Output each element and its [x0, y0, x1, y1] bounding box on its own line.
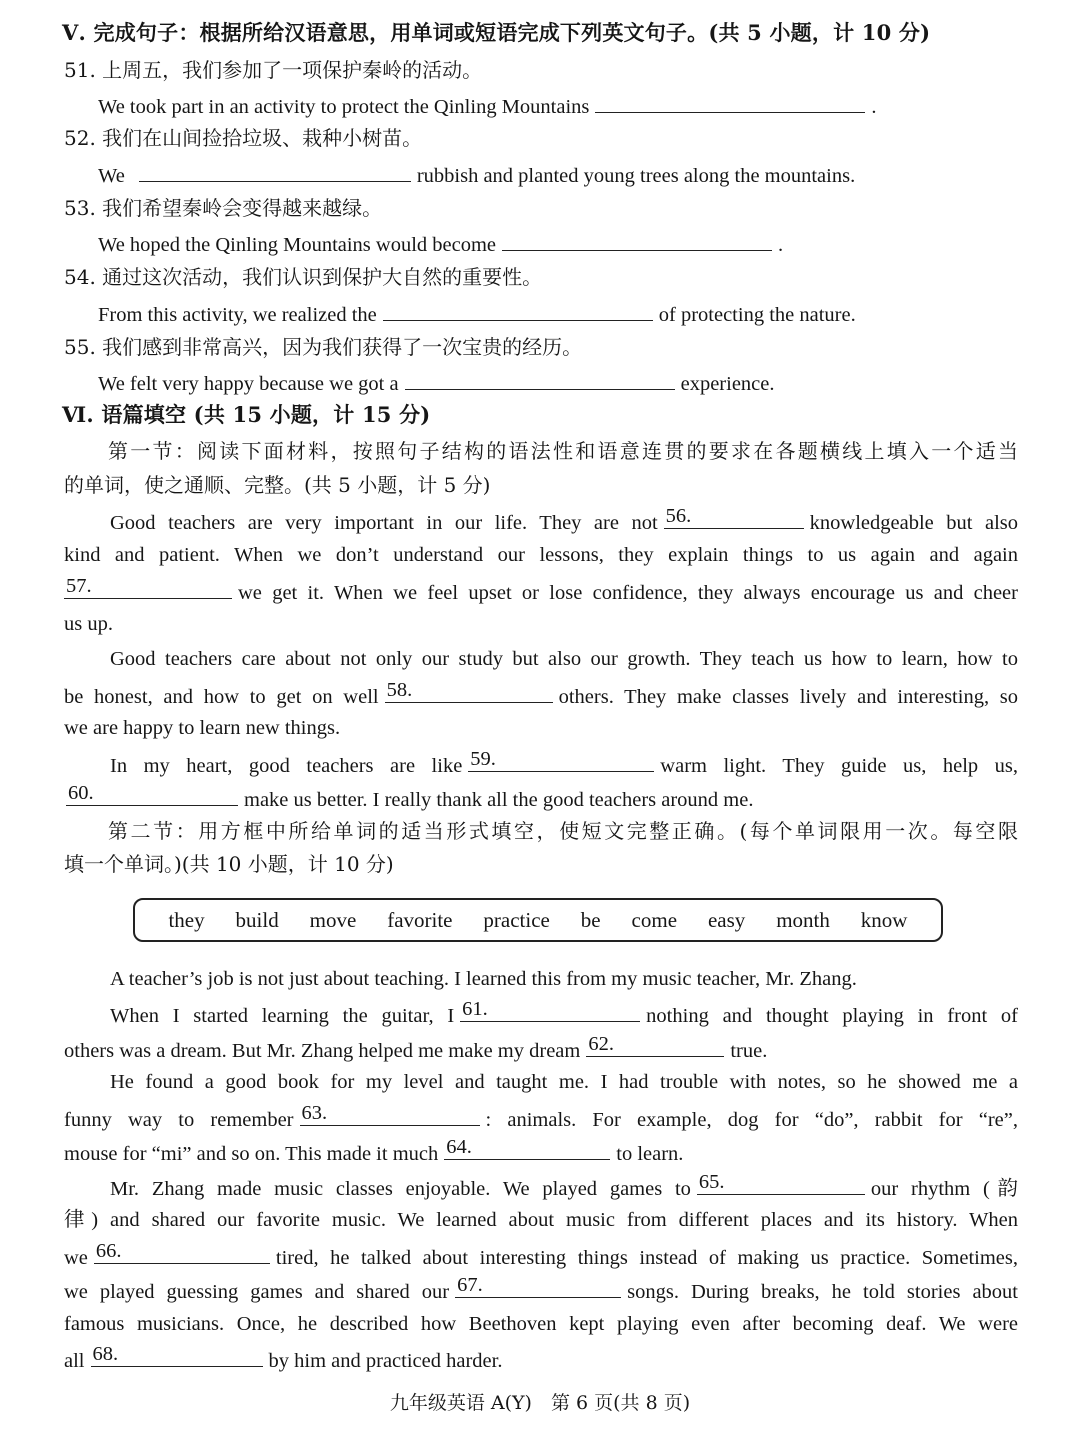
passage4-line2	[110, 999, 1018, 1030]
text: In my heart, good teachers are like	[110, 755, 463, 777]
question-52-cn: 52. 我们在山间捡拾垃圾、栽种小树苗。	[64, 126, 423, 150]
blank-number-68: 68.	[92, 1343, 119, 1365]
text: we	[64, 1247, 88, 1269]
text: all	[64, 1350, 85, 1372]
question-54-cn: 54. 通过这次活动，我们认识到保护大自然的重要性。	[64, 265, 543, 289]
word-bank-item: move	[309, 907, 357, 932]
text: be honest, and how to get on well	[64, 686, 379, 708]
part-1-instruction-line2: 的单词，使之通顺、完整。(共 5 小题，计 5 分)	[64, 473, 491, 497]
answer-blank-68[interactable]	[91, 1344, 263, 1367]
question-53-en	[98, 228, 1018, 259]
q54-end: of protecting the nature.	[658, 304, 856, 326]
answer-blank-54[interactable]	[383, 298, 653, 321]
blank-number-56: 56.	[665, 505, 692, 527]
question-55-en	[98, 367, 1018, 398]
passage1-line2: kind and patient. When we don’t understand our lessons, they explain things to us again and again	[64, 544, 1018, 566]
text: by him and practiced harder.	[268, 1350, 503, 1372]
question-54-en	[98, 298, 1018, 329]
answer-blank-64[interactable]	[444, 1137, 610, 1160]
passage4-line8: 律) and shared our favorite music. We learned about music from different places and its history. When	[64, 1209, 1018, 1231]
answer-blank-67[interactable]	[455, 1275, 621, 1298]
word-bank-item: be	[580, 907, 601, 932]
passage4-line11: famous musicians. Once, he described how Beethoven kept playing even after becoming deaf. We were	[64, 1313, 1018, 1335]
text: funny way to remember	[64, 1109, 294, 1131]
text: tired, he talked about interesting things instead of making us practice. Sometimes,	[275, 1247, 1018, 1269]
text: we played guessing games and shared our	[64, 1281, 450, 1303]
answer-blank-60[interactable]	[66, 783, 238, 806]
passage3-line1	[110, 749, 1018, 780]
text: true.	[730, 1040, 768, 1062]
q53-text: We hoped the Qinling Mountains would become	[98, 234, 497, 256]
blank-number-60: 60.	[68, 782, 94, 804]
part-2-instruction-line1: 第二节：用方框中所给单词的适当形式填空，使短文完整正确。(每个单词限用一次。每空限	[108, 819, 1018, 843]
answer-blank-66[interactable]	[94, 1241, 270, 1264]
answer-blank-57[interactable]	[64, 576, 232, 599]
answer-blank-51[interactable]	[595, 90, 865, 113]
word-bank-item: come	[631, 907, 678, 932]
word-bank-box	[133, 898, 943, 942]
passage4-line6	[64, 1137, 1018, 1168]
answer-blank-65[interactable]	[697, 1172, 865, 1195]
blank-number-61: 61.	[462, 998, 488, 1020]
passage1-line1	[110, 506, 1018, 537]
answer-blank-53[interactable]	[502, 228, 772, 251]
q54-text: From this activity, we realized the	[98, 304, 377, 326]
question-52-en	[98, 159, 1018, 190]
blank-number-58: 58.	[386, 679, 413, 701]
q53-end: .	[778, 234, 784, 256]
passage2-line2	[64, 680, 1018, 711]
blank-number-59: 59.	[470, 748, 496, 770]
text: others. They make classes lively and interesting, so	[558, 686, 1018, 708]
passage4-line3	[64, 1034, 1018, 1065]
word-bank-item: favorite	[387, 907, 453, 932]
q52-end: rubbish and planted young trees along the mountains.	[416, 165, 856, 187]
section-6-title: Ⅵ. 语篇填空 (共 15 小题，计 15 分)	[62, 402, 431, 427]
text: nothing and thought playing in front of	[646, 1005, 1019, 1027]
word-bank-item: know	[860, 907, 908, 932]
word-bank-item: practice	[483, 907, 550, 932]
answer-blank-62[interactable]	[586, 1034, 724, 1057]
word-bank-item: build	[235, 907, 279, 932]
answer-blank-58[interactable]	[385, 680, 553, 703]
blank-number-63: 63.	[301, 1102, 328, 1124]
text: our rhythm (韵	[870, 1178, 1018, 1200]
part-1-instruction-line1: 第一节：阅读下面材料，按照句子结构的语法性和语意连贯的要求在各题横线上填入一个适当	[108, 439, 1018, 463]
answer-blank-61[interactable]	[460, 999, 640, 1022]
question-55-cn: 55. 我们感到非常高兴，因为我们获得了一次宝贵的经历。	[64, 335, 583, 359]
text: Mr. Zhang made music classes enjoyable. We played games to	[110, 1178, 691, 1200]
text: knowledgeable but also	[809, 512, 1019, 534]
word-bank-item: easy	[707, 907, 746, 932]
page-footer: 九年级英语 A(Y) 第 6 页(共 8 页)	[389, 1392, 691, 1414]
passage3-line2	[66, 783, 1018, 814]
text: : animals. For example, dog for “do”, rabbit for “re”,	[485, 1109, 1018, 1131]
text: When I started learning the guitar, I	[110, 1005, 455, 1027]
passage2-line1: Good teachers care about not only our study but also our growth. They teach us how to learn, how to	[110, 648, 1018, 670]
q51-text: We took part in an activity to protect the Qinling Mountains	[98, 96, 590, 118]
blank-number-64: 64.	[446, 1136, 472, 1158]
q52-text: We	[98, 165, 125, 187]
passage2-line3: we are happy to learn new things.	[64, 717, 341, 739]
passage4-line7	[110, 1172, 1018, 1203]
question-53-cn: 53. 我们希望秦岭会变得越来越绿。	[64, 196, 383, 220]
blank-number-67: 67.	[457, 1274, 483, 1296]
part-2-instruction-line2: 填一个单词。)(共 10 小题，计 10 分)	[64, 852, 394, 876]
text: warm light. They guide us, help us,	[660, 755, 1018, 777]
answer-blank-59[interactable]	[468, 749, 654, 772]
text: Good teachers are very important in our life. They are not	[110, 512, 658, 534]
passage1-line4: us up.	[64, 613, 113, 635]
q51-end: .	[871, 96, 877, 118]
passage4-line1: A teacher’s job is not just about teaching. I learned this from my music teacher, Mr. Zhang.	[110, 968, 857, 990]
question-51-cn: 51. 上周五，我们参加了一项保护秦岭的活动。	[64, 58, 483, 82]
passage4-line10	[64, 1275, 1018, 1306]
word-bank-item: they	[168, 907, 205, 932]
blank-number-65: 65.	[698, 1171, 725, 1193]
blank-number-62: 62.	[588, 1033, 614, 1055]
text: songs. During breaks, he told stories about	[627, 1281, 1018, 1303]
passage4-line5	[64, 1103, 1018, 1134]
blank-number-66: 66.	[95, 1240, 122, 1262]
text: to learn.	[616, 1143, 684, 1165]
q55-end: experience.	[680, 373, 775, 395]
text: we get it. When we feel upset or lose confidence, they always encourage us and cheer	[238, 582, 1018, 604]
question-51-en	[98, 90, 1018, 121]
passage4-line12	[64, 1344, 1018, 1375]
q55-text: We felt very happy because we got a	[98, 373, 399, 395]
text: others was a dream. But Mr. Zhang helped me make my dream	[64, 1040, 581, 1062]
blank-number-57: 57.	[66, 575, 92, 597]
answer-blank-55[interactable]	[405, 367, 675, 390]
answer-blank-56[interactable]	[664, 506, 804, 529]
answer-blank-52[interactable]	[139, 159, 411, 182]
passage4-line9	[64, 1241, 1018, 1272]
word-bank-item: month	[776, 907, 830, 932]
section-5-title: Ⅴ. 完成句子：根据所给汉语意思，用单词或短语完成下列英文句子。(共 5 小题，计 10 分)	[62, 20, 931, 45]
answer-blank-63[interactable]	[300, 1103, 480, 1126]
passage1-line3	[64, 576, 1018, 607]
text: make us better. I really thank all the good teachers around me.	[244, 789, 754, 811]
text: mouse for “mi” and so on. This made it much	[64, 1143, 439, 1165]
passage4-line4: He found a good book for my level and taught me. I had trouble with notes, so he showed me a	[110, 1071, 1018, 1093]
